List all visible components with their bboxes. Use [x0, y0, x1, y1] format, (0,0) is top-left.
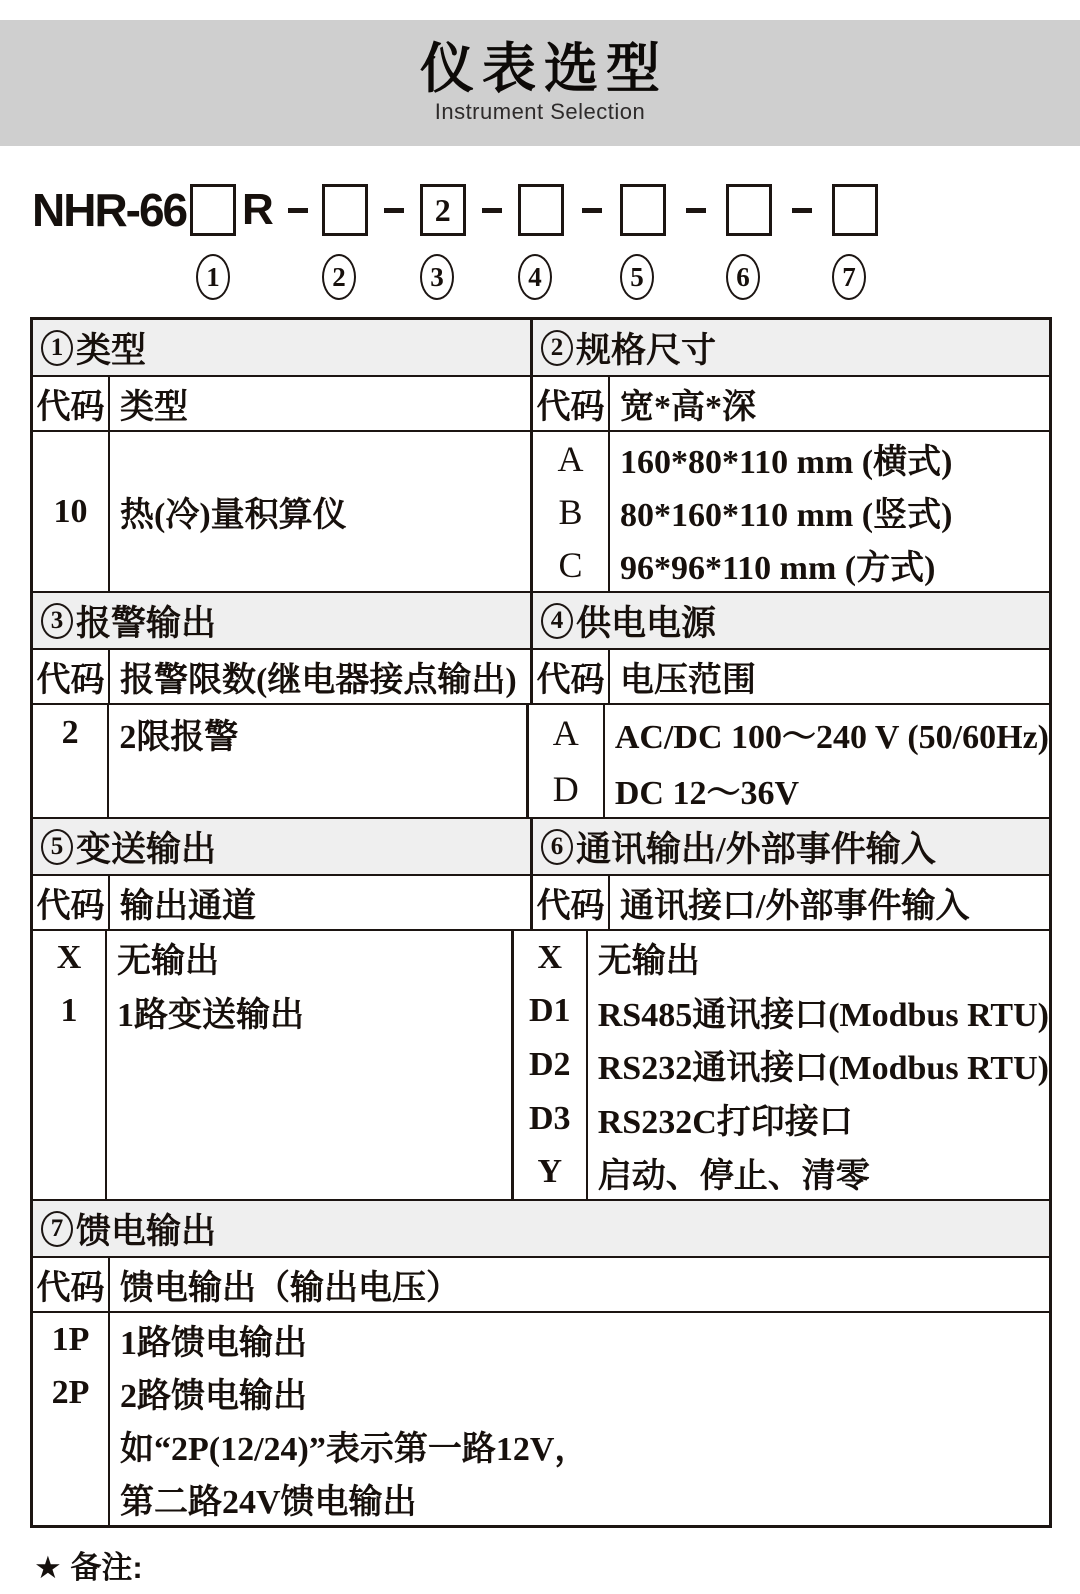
value-header-cell: 宽*高*深 [620, 389, 756, 426]
code-cell [33, 432, 110, 591]
value-text: 无输出 [597, 943, 700, 981]
value-cell [110, 432, 533, 591]
value-cell [109, 705, 528, 817]
value-text: 96*96*110 mm (方式) [620, 550, 936, 587]
circled-number-icon: 3 [41, 603, 73, 639]
code-value: X [56, 938, 82, 976]
code-value: 1 [60, 992, 78, 1030]
table-row [33, 1313, 1049, 1525]
section-title-type [33, 320, 533, 375]
value-header-cell: 通讯接口/外部事件输入 [620, 888, 970, 925]
model-code-diagram [32, 182, 1080, 300]
column-header-row [33, 377, 1049, 432]
circled-number-icon: 5 [41, 829, 73, 865]
value-text: 2路馈电输出 [120, 1378, 307, 1415]
code-value: A [557, 438, 584, 479]
model-slot-7 [832, 184, 878, 236]
banner [0, 20, 1080, 146]
value-cell [605, 705, 1049, 817]
code-cell [529, 705, 605, 817]
value-header-cell: 馈电输出（输出电压） [120, 1270, 460, 1307]
code-value: D [552, 769, 579, 809]
model-code-line [32, 182, 1080, 238]
code-cell [533, 432, 610, 591]
value-text: 1路变送输出 [117, 996, 305, 1034]
model-slot-1 [190, 184, 236, 236]
section-title-power-supply [533, 593, 1049, 648]
value-header-cell: 类型 [110, 377, 533, 430]
model-infix: R [242, 185, 274, 234]
section-title-text: 类型 [76, 330, 147, 370]
code-value: 10 [53, 492, 88, 530]
dash-separator [686, 208, 706, 213]
section-title-communication [533, 819, 1049, 874]
value-text: RS232通讯接口(Modbus RTU) [597, 1050, 1049, 1088]
model-slot-3: 2 [420, 184, 466, 236]
position-marker-3: 3 [420, 254, 454, 300]
position-marker-6: 6 [726, 254, 760, 300]
code-value: 2P [51, 1373, 90, 1411]
section-title-text: 报警输出 [76, 603, 217, 643]
code-header-cell: 代码 [533, 876, 610, 929]
remark-note: ★ 备注: [34, 1550, 143, 1585]
value-text: 第二路24V馈电输出 [120, 1484, 417, 1521]
model-prefix: NHR-66 [32, 184, 187, 236]
section-header-row [33, 593, 1049, 650]
value-text: DC 12～36V [614, 774, 800, 812]
position-marker-1: 1 [196, 254, 230, 300]
table-row [33, 432, 1049, 593]
model-slot-6 [726, 184, 772, 236]
value-header-cell: 电压范围 [620, 662, 756, 699]
section-title-text: 馈电输出 [76, 1211, 217, 1251]
page-subtitle: Instrument Selection [434, 98, 646, 124]
circled-number-icon: 1 [41, 330, 73, 366]
value-text: 80*160*110 mm (竖式) [620, 497, 953, 534]
code-cell [33, 931, 107, 1199]
position-marker-2: 2 [322, 254, 356, 300]
dash-separator [288, 208, 308, 213]
section-header-row [33, 819, 1049, 876]
section-header-row [33, 320, 1049, 377]
code-value: A [552, 713, 579, 753]
code-header-cell: 代码 [33, 650, 110, 703]
selection-table [30, 317, 1052, 1528]
value-header-cell: 报警限数(继电器接点输出) [110, 650, 533, 703]
value-text: 如“2P(12/24)”表示第一路12V， [120, 1431, 589, 1468]
value-text: 热(冷)量积算仪 [120, 497, 347, 534]
code-value: D1 [528, 992, 571, 1030]
value-cell [610, 432, 1049, 591]
code-value: D2 [528, 1045, 571, 1083]
code-value: Y [537, 1153, 562, 1191]
model-slot-4 [518, 184, 564, 236]
code-header-cell: 代码 [33, 876, 110, 929]
section-title-text: 通讯输出/外部事件输入 [576, 829, 936, 869]
code-value: B [558, 491, 583, 532]
section-title-transmit-output [33, 819, 533, 874]
column-header-row [33, 876, 1049, 931]
dash-separator [482, 208, 502, 213]
position-markers [32, 254, 1080, 300]
column-header-row [33, 650, 1049, 705]
position-marker-5: 5 [620, 254, 654, 300]
dash-separator [582, 208, 602, 213]
value-text: 启动、停止、清零 [597, 1157, 870, 1195]
section-title-feed-output [33, 1201, 1049, 1256]
value-cell [110, 1313, 1049, 1525]
code-value: C [558, 544, 583, 585]
value-cell [588, 931, 1049, 1199]
circled-number-icon: 2 [541, 330, 573, 366]
page [0, 20, 1080, 1587]
position-marker-7: 7 [832, 254, 866, 300]
section-title-text: 规格尺寸 [576, 330, 717, 370]
code-header-cell: 代码 [33, 377, 110, 430]
section-title-text: 变送输出 [76, 829, 217, 869]
value-text: 无输出 [117, 943, 220, 981]
position-marker-4: 4 [518, 254, 552, 300]
table-row [33, 931, 1049, 1201]
model-slot-2 [322, 184, 368, 236]
section-title-text: 供电电源 [576, 603, 717, 643]
dash-separator [792, 208, 812, 213]
column-header-row [33, 1258, 1049, 1313]
table-row [33, 705, 1049, 819]
code-header-cell: 代码 [33, 1258, 110, 1311]
code-value: 2 [61, 714, 79, 751]
value-text: RS232C打印接口 [597, 1104, 853, 1142]
section-header-row [33, 1201, 1049, 1258]
code-cell [514, 931, 588, 1199]
section-title-alarm-output [33, 593, 533, 648]
dash-separator [384, 208, 404, 213]
code-cell [33, 1313, 110, 1525]
section-title-dimensions [533, 320, 1049, 375]
code-header-cell: 代码 [533, 650, 610, 703]
circled-number-icon: 6 [541, 829, 573, 865]
code-value: X [537, 938, 562, 976]
circled-number-icon: 4 [541, 603, 573, 639]
value-cell [107, 931, 514, 1199]
page-title: 仪表选型 [420, 39, 668, 100]
value-text: 2限报警 [119, 718, 239, 756]
value-text: 160*80*110 mm (横式) [620, 444, 953, 481]
value-text: AC/DC 100～240 V (50/60Hz) [614, 718, 1049, 756]
code-value: D3 [528, 1099, 571, 1137]
value-text: RS485通讯接口(Modbus RTU) [597, 996, 1049, 1034]
value-text: 1路馈电输出 [120, 1325, 307, 1362]
code-cell [33, 705, 109, 817]
model-slot-5 [620, 184, 666, 236]
code-value: 1P [51, 1320, 90, 1358]
code-header-cell: 代码 [533, 377, 610, 430]
value-header-cell: 输出通道 [110, 876, 533, 929]
circled-number-icon: 7 [41, 1211, 73, 1247]
